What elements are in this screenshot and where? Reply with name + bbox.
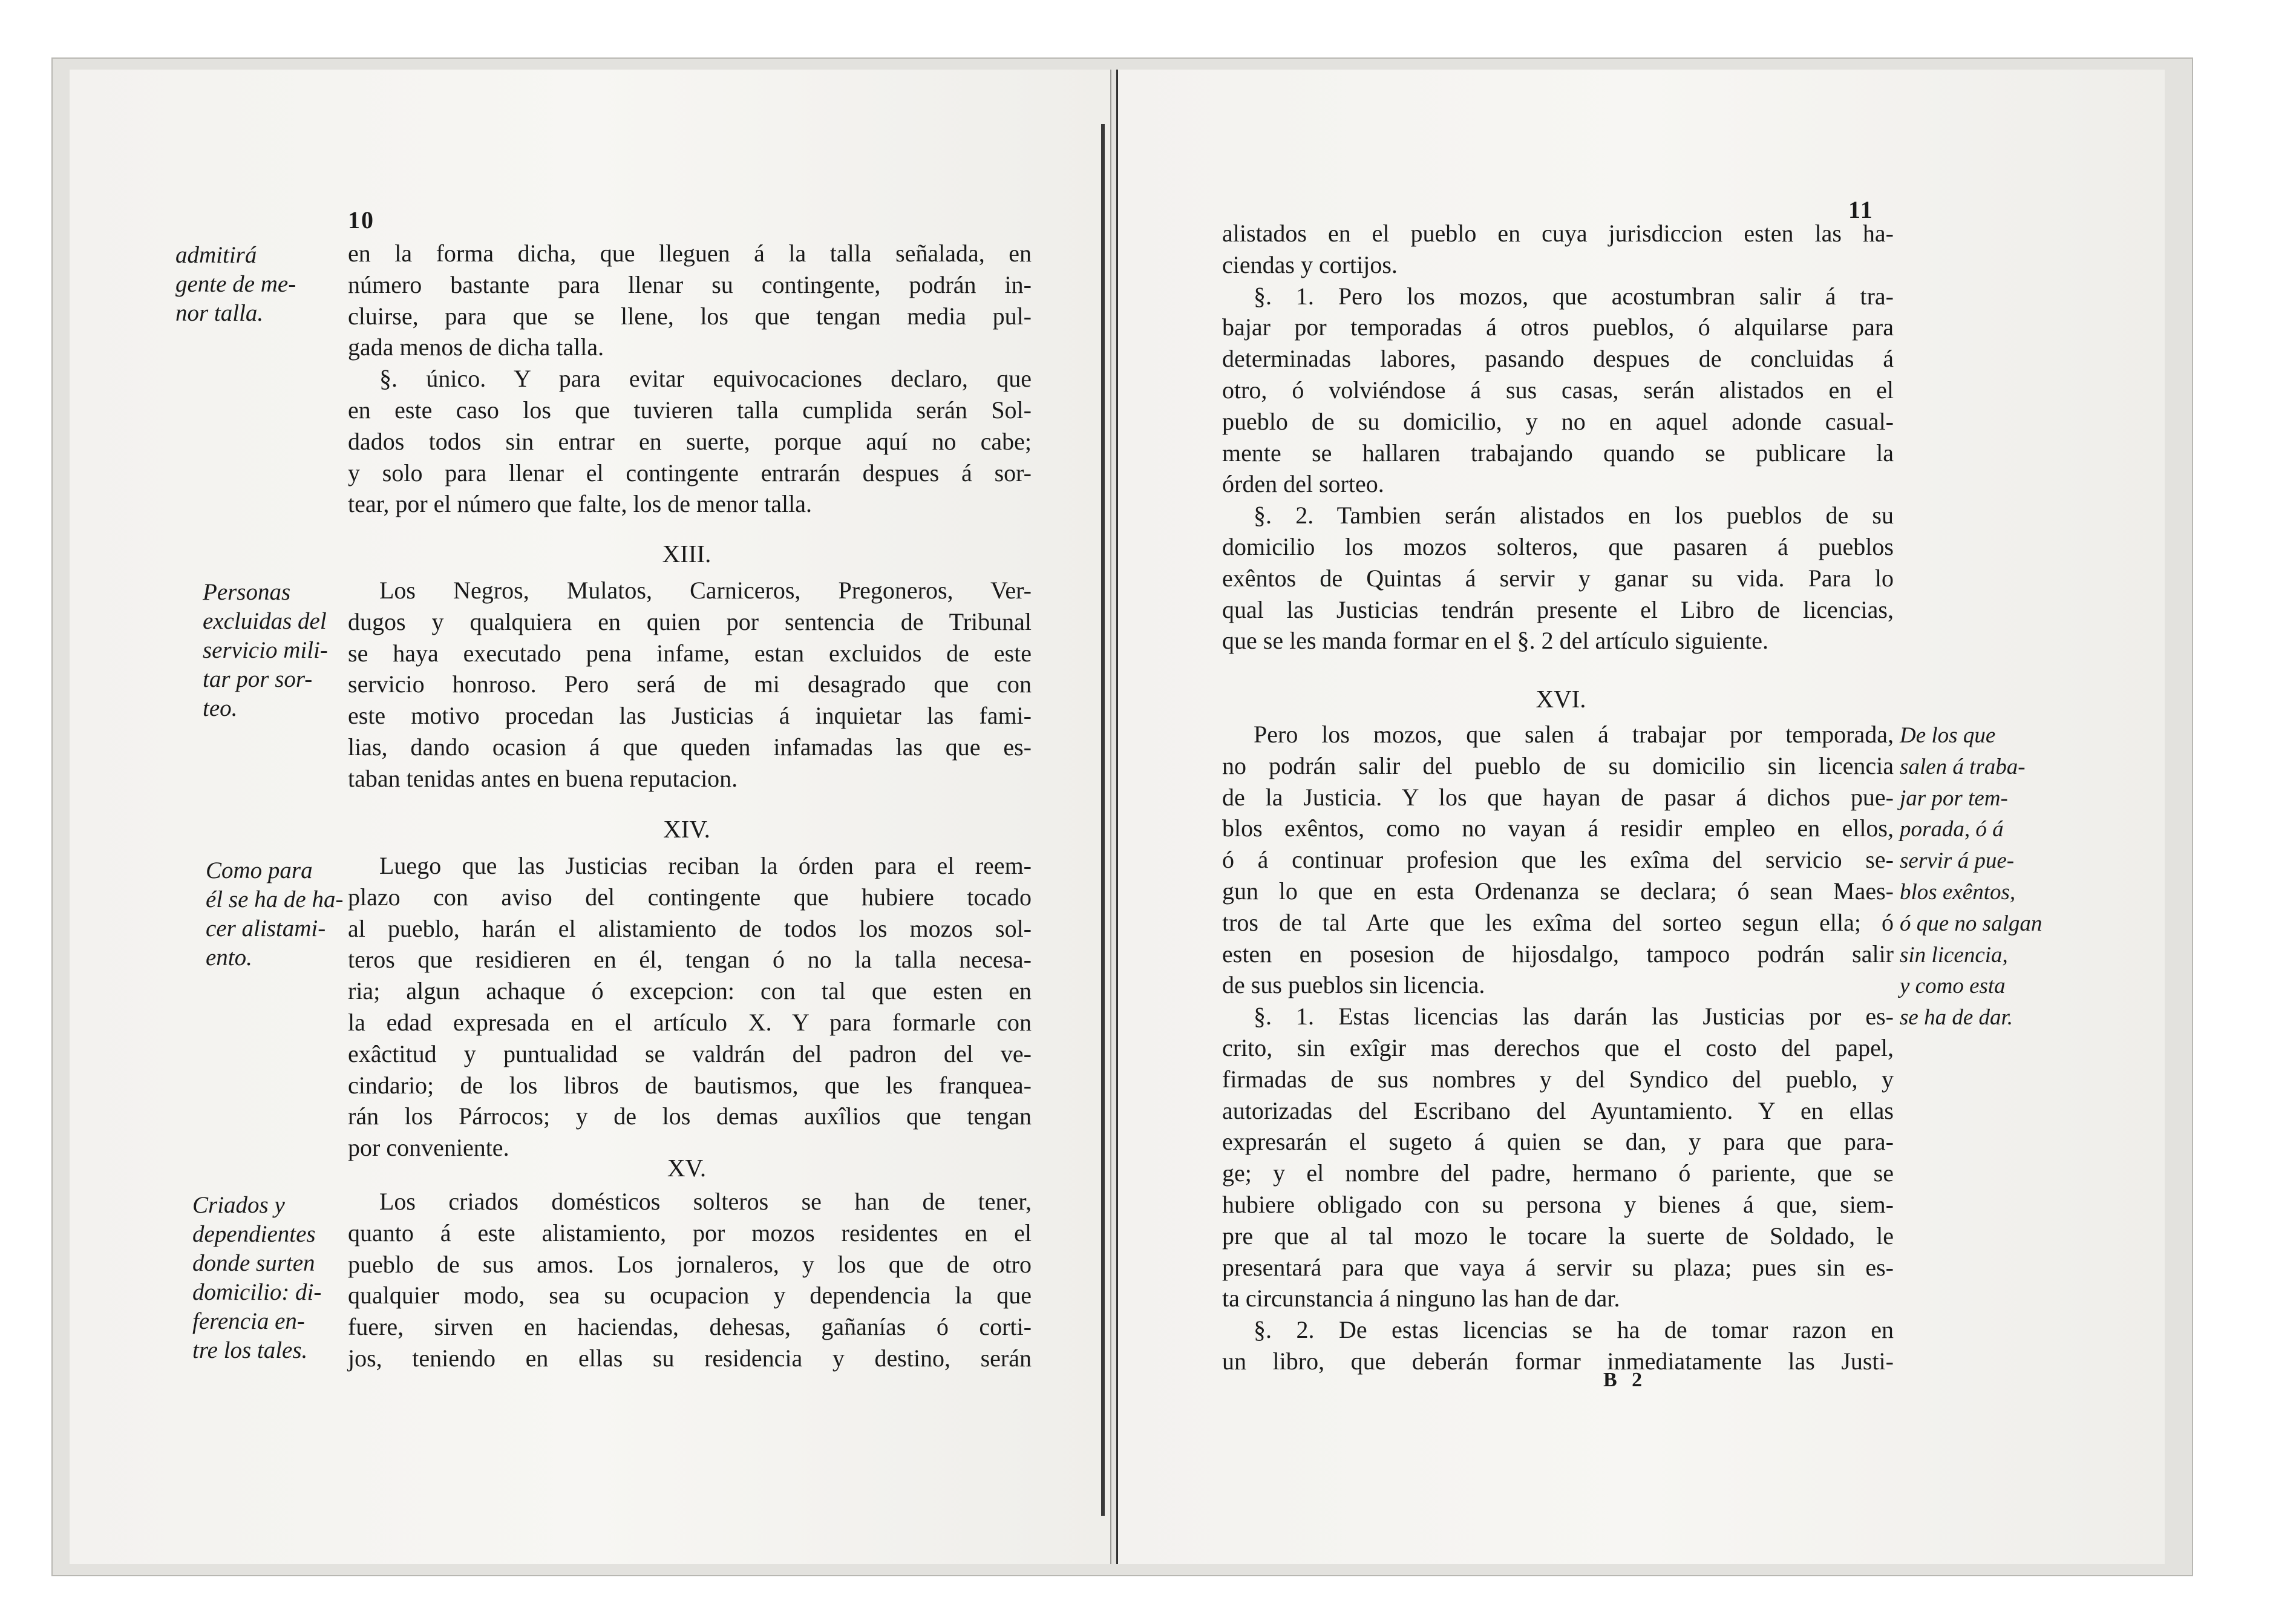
marginal-note xyxy=(1900,720,2042,1034)
marginal-line: Criados y xyxy=(192,1192,285,1218)
text-block xyxy=(348,1186,1032,1374)
marginal-note xyxy=(203,578,328,723)
text-line: y solo para llenar el contingente entrarán despues á sor- xyxy=(348,459,1032,486)
marginal-line: tar por sor- xyxy=(203,666,313,692)
marginal-line: gente de me- xyxy=(175,271,296,297)
marginal-line: Como para xyxy=(206,857,313,883)
marginal-line: y como esta xyxy=(1900,974,2006,999)
text-line: esten en posesion de hijosdalgo, tampoco podrán salir xyxy=(1222,940,1894,968)
marginal-line: donde surten xyxy=(192,1250,315,1276)
text-line: qualquier modo, sea su ocupacion y dependencia la que xyxy=(348,1282,1032,1309)
text-block xyxy=(1222,719,1894,1377)
text-line: §. único. Y para evitar equivocaciones declaro, que xyxy=(379,365,1032,393)
text-line: quanto á este alistamiento, por mozos residentes en el xyxy=(348,1219,1032,1246)
text-line: §. 1. Pero los mozos, que acostumbran salir á tra- xyxy=(1254,282,1894,310)
text-line: tros de tal Arte que les exîma del sorteo segun ella; ó xyxy=(1222,908,1894,936)
text-block xyxy=(1222,218,1894,657)
heading-text: XIV. xyxy=(663,815,710,843)
text-line: determinadas labores, pasando despues de concluidas á xyxy=(1222,345,1894,373)
text-line: gun lo que en esta Ordenanza se declara; ó sean Maes- xyxy=(1222,877,1894,905)
text-line: §. 2. De estas licencias se ha de tomar razon en xyxy=(1254,1316,1894,1344)
text-line: ge; y el nombre del padre, hermano ó pariente, que se xyxy=(1222,1159,1894,1187)
heading-text: XIII. xyxy=(662,540,711,568)
text-line: este motivo procedan las Justicias á inquietar las fami- xyxy=(348,702,1032,730)
text-line: rán los Párrocos; y de los demas auxîlios que tengan xyxy=(348,1102,1032,1130)
text-line: otro, ó volviéndose á sus casas, serán alistados en el xyxy=(1222,376,1894,404)
text-line: Luego que las Justicias reciban la órden para el reem- xyxy=(379,852,1032,879)
text-line: Los criados domésticos solteros se han de tener, xyxy=(379,1188,1032,1215)
marginal-line: tre los tales. xyxy=(192,1337,308,1363)
text-line: dados todos sin entrar en suerte, porque aquí no cabe; xyxy=(348,427,1032,455)
text-line: crito, sin exîgir mas derechos que el costo del papel, xyxy=(1222,1034,1894,1061)
marginal-line: dependientes xyxy=(192,1221,316,1247)
text-line: ta circunstancia á ninguno las han de dar. xyxy=(1222,1285,1620,1312)
text-line: bajar por temporadas á otros pueblos, ó alquilarse para xyxy=(1222,313,1894,341)
text-line: plazo con aviso del contingente que hubiere tocado xyxy=(348,883,1032,911)
article-heading xyxy=(596,539,777,569)
text-line: §. 1. Estas licencias las darán las Justicias por es- xyxy=(1254,1003,1894,1030)
text-line: un libro, que deberán formar inmediatamente las Justi- xyxy=(1222,1347,1894,1375)
text-line: taban tenidas antes en buena reputacion. xyxy=(348,764,738,792)
marginal-line: Personas xyxy=(203,579,291,605)
marginal-line: servir á pue- xyxy=(1900,848,2015,874)
marginal-line: nor talla. xyxy=(175,300,264,326)
text-line: tear, por el número que falte, los de menor talla. xyxy=(348,490,812,518)
marginal-line: ento. xyxy=(206,945,252,971)
text-block xyxy=(348,850,1032,1164)
text-line: domicilio los mozos solteros, que pasaren á pueblos xyxy=(1222,532,1894,560)
text-block xyxy=(348,575,1032,794)
marginal-line: teo. xyxy=(203,695,238,721)
marginal-line: De los que xyxy=(1900,723,1996,748)
text-line: fuere, sirven en haciendas, dehesas, gañanías ó corti- xyxy=(348,1313,1032,1341)
text-line: autorizadas del Escribano del Ayuntamiento. Y en ellas xyxy=(1222,1096,1894,1124)
text-line: hubiere obligado con su persona y bienes á que, siem- xyxy=(1222,1190,1894,1218)
text-line: jos, teniendo en ellas su residencia y destino, serán xyxy=(348,1344,1032,1372)
text-line: cluirse, para que se llene, los que tengan media pul- xyxy=(348,302,1032,330)
marginal-line: porada, ó á xyxy=(1900,817,2004,842)
text-line: se haya executado pena infame, estan excluidos de este xyxy=(348,639,1032,667)
text-line: número bastante para llenar su contingente, podrán in- xyxy=(348,270,1032,298)
text-line: ria; algun achaque ó excepcion: con tal que esten en xyxy=(348,977,1032,1005)
text-line: ciendas y cortijos. xyxy=(1222,251,1398,278)
article-heading xyxy=(596,814,777,844)
text-line: blos exêntos, como no vayan á residir empleo en ellos, xyxy=(1222,814,1894,842)
text-line: gada menos de dicha talla. xyxy=(348,333,604,361)
text-line: qual las Justicias tendrán presente el Libro de licencias, xyxy=(1222,595,1894,623)
text-line: presentará para que vaya á servir su plaza; pues sin es- xyxy=(1222,1253,1894,1281)
text-line: no podrán salir del pueblo de su domicilio sin licencia xyxy=(1222,752,1894,779)
text-line: servicio honroso. Pero será de mi desagrado que con xyxy=(348,670,1032,698)
text-line: de la Justicia. Y los que hayan de pasar á dichos pue- xyxy=(1222,783,1894,811)
marginal-line: servicio mili- xyxy=(203,637,328,663)
text-line: teros que residieren en él, tengan ó no la talla necesa- xyxy=(348,946,1032,974)
marginal-line: se ha de dar. xyxy=(1900,1005,2013,1030)
marginal-note xyxy=(206,856,343,972)
page-number-right: 11 xyxy=(1848,196,1874,223)
text-line: ó á continuar profesion que les exîma del servicio se- xyxy=(1222,846,1894,874)
marginal-line: salen á traba- xyxy=(1900,754,2026,779)
marginal-note xyxy=(175,241,296,328)
marginal-line: él se ha de ha- xyxy=(206,886,344,912)
signature-mark: B 2 xyxy=(1603,1369,1647,1391)
marginal-line: admitirá xyxy=(175,242,257,268)
marginal-line: cer alistami- xyxy=(206,916,326,942)
text-line: que se les manda formar en el §. 2 del artículo siguiente. xyxy=(1222,627,1769,655)
marginal-line: ó que no salgan xyxy=(1900,911,2043,936)
text-line: cindario; de los libros de bautismos, que les franquea- xyxy=(348,1071,1032,1099)
text-line: Pero los mozos, que salen á trabajar por temporada, xyxy=(1254,721,1894,748)
text-line: mente se hallaren trabajando quando se publicare la xyxy=(1222,439,1894,467)
text-line: expresarán el sugeto á quien se dan, y para que para- xyxy=(1222,1128,1894,1156)
text-line: exâctitud y puntualidad se valdrán del padron del ve- xyxy=(348,1040,1032,1067)
article-heading xyxy=(1470,684,1652,714)
article-heading xyxy=(596,1153,777,1183)
text-line: pueblo de sus amos. Los jornaleros, y los que de otro xyxy=(348,1250,1032,1278)
text-line: al pueblo, harán el alistamiento de todos los mozos sol- xyxy=(348,914,1032,942)
text-line: §. 2. Tambien serán alistados en los pueblos de su xyxy=(1254,502,1894,529)
heading-text: XVI. xyxy=(1536,685,1586,713)
text-line: órden del sorteo. xyxy=(1222,470,1384,498)
text-line: la edad expresada en el artículo X. Y para formarle con xyxy=(348,1008,1032,1036)
text-line: por conveniente. xyxy=(348,1134,509,1162)
text-line: Los Negros, Mulatos, Carniceros, Pregoneros, Ver- xyxy=(379,577,1032,604)
marginal-note xyxy=(192,1191,321,1365)
marginal-line: domicilio: di- xyxy=(192,1279,322,1305)
marginal-line: ferencia en- xyxy=(192,1308,305,1334)
text-line: alistados en el pueblo en cuya jurisdiccion esten las ha- xyxy=(1222,220,1894,247)
marginal-line: jar por tem- xyxy=(1900,785,2008,811)
text-line: en la forma dicha, que lleguen á la talla señalada, en xyxy=(348,240,1032,267)
marginal-line: blos exêntos, xyxy=(1900,879,2016,905)
text-line: en este caso los que tuvieren talla cumplida serán Sol- xyxy=(348,396,1032,424)
text-line: pueblo de su domicilio, y no en aquel adonde casual- xyxy=(1222,407,1894,435)
page-number-left: 10 xyxy=(348,206,374,234)
marginal-line: excluidas del xyxy=(203,608,327,634)
text-line: firmadas de sus nombres y del Syndico del pueblo, y xyxy=(1222,1065,1894,1093)
text-line: lias, dando ocasion á que queden infamadas las que es- xyxy=(348,733,1032,761)
text-line: dugos y qualquiera en quien por sentencia de Tribunal xyxy=(348,608,1032,635)
heading-text: XV. xyxy=(667,1154,707,1182)
text-line: de sus pueblos sin licencia. xyxy=(1222,971,1485,999)
book-gutter xyxy=(1101,124,1105,1516)
text-block xyxy=(348,238,1032,520)
marginal-line: sin licencia, xyxy=(1900,942,2008,968)
text-line: exêntos de Quintas á servir y ganar su vida. Para lo xyxy=(1222,564,1894,592)
text-line: pre que al tal mozo le tocare la suerte de Soldado, le xyxy=(1222,1222,1894,1250)
